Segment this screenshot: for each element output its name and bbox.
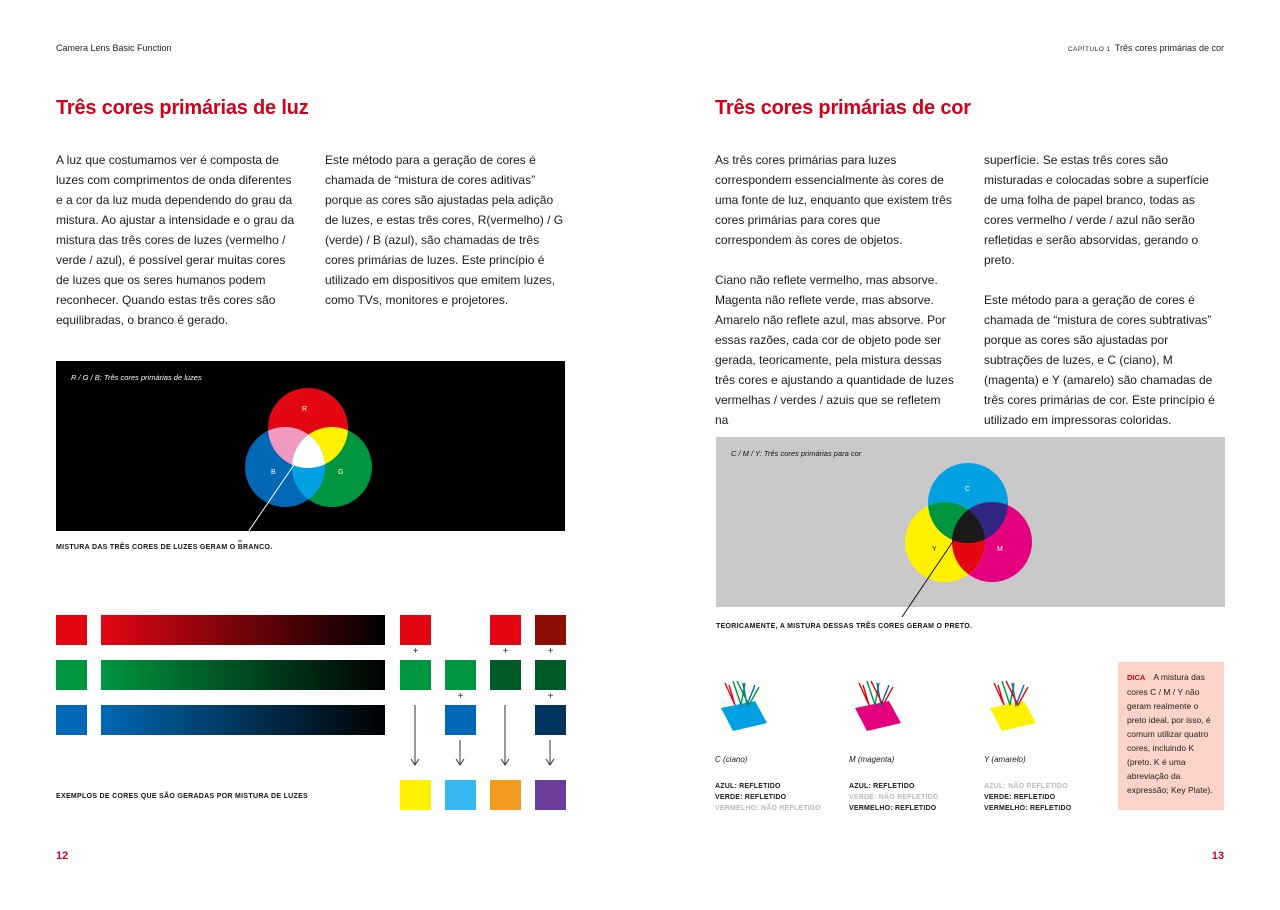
yellow-ink-reflection-illustration [984, 675, 1044, 735]
ink-label-magenta: M (magenta) [849, 755, 895, 764]
magenta-ink-reflection-illustration [849, 675, 909, 735]
status-line: VERDE: REFLETIDO [715, 794, 787, 801]
plus-sign: + [547, 646, 554, 657]
left-column-2: Este método para a geração de cores é chamada de “mistura de cores aditivas” porque as cores são ajustadas pela adição de luzes, e estas três cores, R(vermelho) / G (verde) / B (azul), são chamadas de três cores primárias de luzes. Este princípio é utilizado em dispositivos que emitem luzes, como TVs, monitores e projetores. [325, 153, 564, 307]
circle-label-m: M [997, 546, 1003, 553]
circle-label-b: B [271, 469, 276, 476]
circle-label-y: Y [932, 546, 937, 553]
circle-label-c: C [965, 486, 971, 493]
result-purple [535, 780, 566, 810]
plus-sign: + [547, 691, 554, 702]
page-number-left: 12 [56, 850, 69, 862]
cmy-panel-label: C / M / Y: Três cores primárias para cor [731, 449, 862, 458]
result-cyan [445, 780, 476, 810]
right-col1-para2: Ciano não reflete vermelho, mas absorve. Magenta não reflete verde, mas absorve. Amarelo não reflete azul, mas absorve. Por essas razões, cada cor de objeto pode ser gerada, teoricamente, pela mistura dessas três cores e ajustando a quantidade de luzes vermelhas / verdes / azuis que se refletem na [715, 273, 954, 427]
circle-label-r: R [302, 406, 308, 413]
status-line: AZUL: REFLETIDO [849, 783, 915, 790]
ink-label-cyan: C (ciano) [715, 755, 748, 764]
plus-sign: + [502, 646, 509, 657]
tip-text: A mistura das cores C / M / Y não geram realmente o preto ideal, por isso, é comum utilizar quatro cores, incluindo K (preto. K é uma abreviação da expressão; Key Plate). [1127, 672, 1213, 795]
ink-status-magenta [849, 781, 939, 814]
page-title-right: Três cores primárias de cor [715, 97, 971, 119]
page-title-left: Três cores primárias de luz [56, 97, 309, 119]
cyan-ink-reflection-illustration [715, 675, 775, 735]
right-col1-para1: As três cores primárias para luzes correspondem essencialmente às cores de uma fonte de luz, enquanto que existem três cores primárias para cores que correspondem às cores de objetos. [715, 153, 952, 247]
running-head-chapter: CAPÍTULO 1 [1067, 46, 1111, 53]
running-head-title: Três cores primárias de cor [1114, 43, 1224, 53]
cmy-panel-caption: TEORICAMENTE, A MISTURA DESSAS TRÊS CORES GERAM O PRETO. [716, 623, 973, 630]
result-yellow [400, 780, 431, 810]
plus-sign: + [412, 646, 419, 657]
circle-label-g: G [338, 469, 344, 476]
page-number-right: 13 [1211, 850, 1224, 862]
plus-sign: + [457, 691, 464, 702]
result-orange [490, 780, 521, 810]
status-line: AZUL: REFLETIDO [715, 783, 781, 790]
rgb-panel-label: R / G / B: Três cores primárias de luzes [71, 373, 202, 382]
tip-heading: DICA [1127, 673, 1146, 682]
status-line-dim: VERMELHO: NÃO REFLETIDO [715, 805, 821, 812]
status-line: VERMELHO: REFLETIDO [849, 805, 937, 812]
mix-examples-caption: EXEMPLOS DE CORES QUE SÃO GERADAS POR MISTURA DE LUZES [56, 793, 309, 800]
ink-status-yellow [984, 781, 1071, 814]
ink-status-cyan [715, 781, 821, 814]
running-head-left: Camera Lens Basic Function [56, 43, 172, 53]
rgb-panel-caption: MISTURA DAS TRÊS CORES DE LUZES GERAM O BRANCO. [56, 544, 273, 551]
status-line-dim: VERDE: NÃO REFLETIDO [849, 794, 939, 801]
status-line: VERMELHO: REFLETIDO [984, 805, 1072, 812]
status-line-dim: AZUL: NÃO REFLETIDO [984, 783, 1068, 790]
ink-label-yellow: Y (amarelo) [984, 755, 1026, 764]
status-line: VERDE: REFLETIDO [984, 794, 1056, 801]
right-col2-para2: Este método para a geração de cores é chamada de “mistura de cores subtrativas” porque as cores são ajustadas por subtrações de luzes, e C (ciano), M (magenta) e Y (amarelo) são chamadas de três cores primárias de cor. Este princípio é utilizado em impressoras coloridas. [984, 293, 1215, 427]
right-col2-para1: superfície. Se estas três cores são misturadas e colocadas sobre a superfície de uma folha de papel branco, todas as cores vermelho / verde / azul não serão refletidas e serão absorvidas, gerando o preto. [984, 153, 1209, 267]
tip-box [1118, 662, 1224, 810]
left-column-1: A luz que costumamos ver é composta de luzes com comprimentos de onda diferentes e a cor da luz muda dependendo do grau da mistura. Ao ajustar a intensidade e o grau da mistura das três cores de luzes (vermelho / verde / azul), é possível gerar muitas cores de luzes que os seres humanos podem reconhecer. Quando estas três cores são equilibradas, o branco é gerado. [56, 153, 295, 327]
